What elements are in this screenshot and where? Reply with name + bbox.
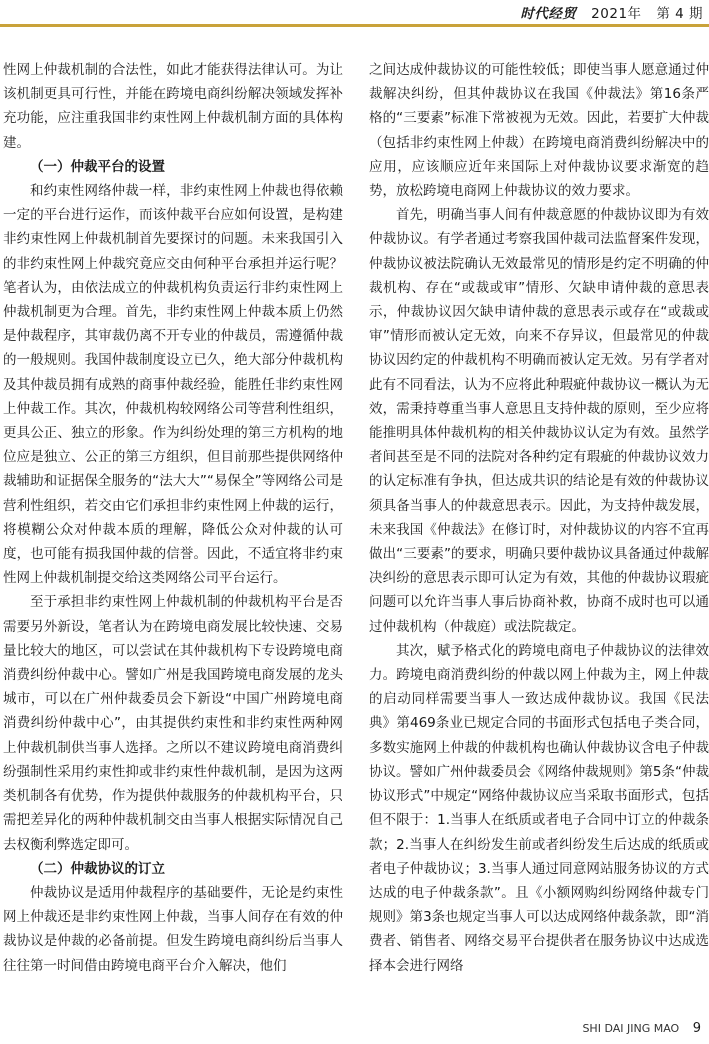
paragraph: 仲裁协议是适用仲裁程序的基础要件，无论是约束性网上仲裁还是非约束性网上仲裁，当事人间存在有效的仲裁协议是仲裁的必备前提。但发生跨境电商纠纷后当事人往往第一时间借由跨境电商平台介入解决，他们 <box>3 884 343 974</box>
journal-year: 2021年 <box>591 6 642 22</box>
left-column <box>3 58 343 978</box>
right-column <box>369 58 709 978</box>
journal-issue: 第 4 期 <box>656 6 703 22</box>
header-text <box>520 2 703 22</box>
running-header <box>0 0 709 26</box>
paragraph: 性网上仲裁机制的合法性，如此才能获得法律认可。为让该机制更具可行性，并能在跨境电商纠纷解决领域发挥补充功能，应注重我国非约束性网上仲裁机制方面的具体构建。 <box>3 62 343 151</box>
section-heading: （二）仲裁协议的订立 <box>30 860 165 877</box>
running-footer <box>582 1021 701 1036</box>
paragraph: 至于承担非约束性网上仲裁机制的仲裁机构平台是否需要另外新设，笔者认为在跨境电商发展比较快速、交易量比较大的地区，可以尝试在其仲裁机构下专设跨境电商消费纠纷仲裁中心。譬如广州是我国跨境电商发展的龙头城市，可以在广州仲裁委员会下新设“中国广州跨境电商消费纠纷仲裁中心”，由其提供约束性和非约束性两种网上仲裁机制供当事人选择。之所以不建议跨境电商消费纠纷强制性采用约束性抑或非约束性仲裁机制，是因为这两类机制各有优势，作为提供仲裁服务的仲裁机构平台，只需把差异化的两种仲裁机制交由当事人根据实际情况自己去权衡利弊选定即可。 <box>3 594 343 853</box>
header-rule <box>0 24 709 27</box>
paragraph: 之间达成仲裁协议的可能性较低；即使当事人愿意通过仲裁解决纠纷，但其仲裁协议在我国《仲裁法》第16条严格的“三要素”标准下常被视为无效。因此，若要扩大仲裁（包括非约束性网上仲裁）在跨境电商消费纠纷解决中的应用，应该顺应近年来国际上对仲裁协议要求渐宽的趋势，放松跨境电商网上仲裁协议的效力要求。 <box>369 62 709 200</box>
section-heading: （一）仲裁平台的设置 <box>30 158 165 175</box>
paragraph: 首先，明确当事人间有仲裁意愿的仲裁协议即为有效仲裁协议。有学者通过考察我国仲裁司法监督案件发现，仲裁协议被法院确认无效最常见的情形是约定不明确的仲裁机构、存在“或裁或审”情形、欠缺申请仲裁的意思表示，仲裁协议因欠缺申请仲裁的意思表示或存在“或裁或审”情形而被认定无效，向来不存异议，但最常见的仲裁协议因约定的仲裁机构不明确而被认定无效。另有学者对此有不同看法，认为不应将此种瑕疵仲裁协议一概认为无效，需秉持尊重当事人意思且支持仲裁的原则，至少应将能推明具体仲裁机构的相关仲裁协议认定为有效。虽然学者间甚至是不同的法院对各种约定有瑕疵的仲裁协议效力的认定标准有争执，但达成共识的结论是有效的仲裁协议须具备当事人的仲裁意思表示。因此，为支持仲裁发展，未来我国《仲裁法》在修订时，对仲裁协议的内容不宜再做出“三要素”的要求，明确只要仲裁协议具备通过仲裁解决纠纷的意思表示即可认定为有效，其他的仲裁协议瑕疵问题可以允许当事人事后协商补救，协商不成时也可以通过仲裁机构（仲裁庭）或法院裁定。 <box>369 207 709 635</box>
journal-brand: 时代经贸 <box>520 6 577 22</box>
paragraph: 其次，赋予格式化的跨境电商电子仲裁协议的法律效力。跨境电商消费纠纷的仲裁以网上仲裁为主，网上仲裁的启动同样需要当事人一致达成仲裁协议。我国《民法典》第469条业已规定合同的书面形式包括电子类合同，多数实施网上仲裁的仲裁机构也确认仲裁协议含电子仲裁协议。譬如广州仲裁委员会《网络仲裁规则》第5条“仲裁协议形式”中规定“网络仲裁协议应当采取书面形式，包括但不限于：1.当事人在纸质或者电子合同中订立的仲裁条款；2.当事人在纠纷发生前或者纠纷发生后达成的纸质或者电子仲裁协议；3.当事人通过同意网站服务协议的方式达成的电子仲裁条款”。且《小额网购纠纷网络仲裁专门规则》第3条也规定当事人可以达成网络仲裁条款，即“消费者、销售者、网络交易平台提供者在服务协议中达成选择本会进行网络 <box>369 642 709 974</box>
paragraph: 和约束性网络仲裁一样，非约束性网上仲裁也得依赖一定的平台进行运作，而该仲裁平台应如何设置，是构建非约束性网上仲裁机制首先要探讨的问题。未来我国引入的非约束性网上仲裁究竟应交由何种平台承担并运行呢？笔者认为，由依法成立的仲裁机构负责运行非约束性网上仲裁机制更为合理。首先，非约束性网上仲裁本质上仍然是仲裁程序，其审裁仍离不开专业的仲裁员，需遵循仲裁的一般规则。我国仲裁制度设立已久，绝大部分仲裁机构及其仲裁员拥有成熟的商事仲裁经验，能胜任非约束性网上仲裁工作。其次，仲裁机构较网络公司等营利性组织，更具公正、独立的形象。作为纠纷处理的第三方机构的地位应是独立、公正的第三方组织，但目前那些提供网络仲裁辅助和证据保全服务的“法大大”“易保全”等网络公司是营利性组织，若交由它们承担非约束性网上仲裁的运行，将模糊公众对仲裁本质的理解，降低公众对仲裁的认可度，也可能有损我国仲裁的信誉。因此，不适宜将非约束性网上仲裁机制提交给这类网络公司平台运行。 <box>3 183 343 587</box>
page-number: 9 <box>692 1021 701 1036</box>
footer-journal-name: SHI DAI JING MAO <box>582 1022 680 1035</box>
